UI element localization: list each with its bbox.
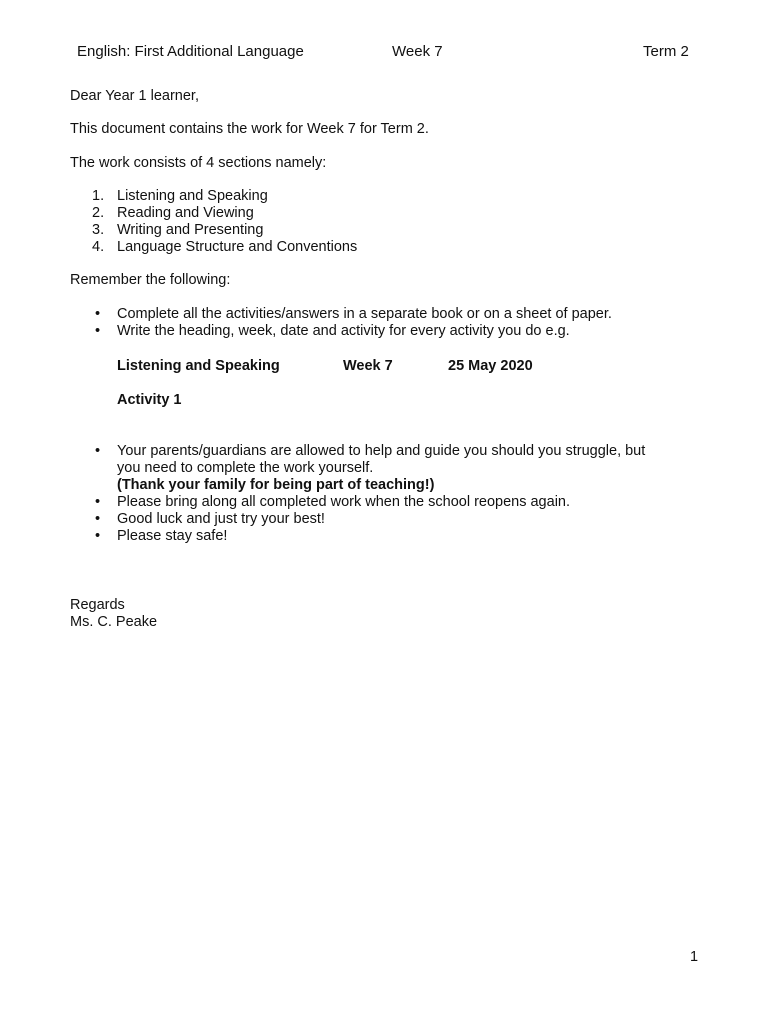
bullet-icon: •: [95, 528, 101, 544]
example-week: Week 7: [343, 358, 393, 374]
list-item: [70, 188, 357, 205]
instructions-list-a: [70, 306, 612, 340]
bullet-text-continued: you need to complete the work yourself.: [117, 460, 374, 476]
greeting: Dear Year 1 learner,: [70, 88, 199, 104]
list-item: [70, 306, 612, 323]
intro-paragraph: This document contains the work for Week 7 for Term 2.: [70, 121, 429, 137]
bullet-icon: •: [95, 511, 101, 527]
page-number: 1: [690, 949, 699, 965]
section-label: Listening and Speaking: [117, 188, 268, 204]
list-number: 2.: [92, 205, 105, 221]
list-item: [70, 205, 357, 222]
example-activity: Activity 1: [117, 392, 182, 408]
instructions-list-b: [70, 443, 645, 545]
bullet-text: Your parents/guardians are allowed to help and guide you should you struggle, but: [117, 443, 646, 459]
bullet-text: Write the heading, week, date and activity for every activity you do e.g.: [117, 323, 570, 339]
example-date: 25 May 2020: [448, 358, 533, 374]
list-item: [70, 511, 645, 528]
regards: Regards: [70, 597, 125, 613]
list-item: [70, 443, 645, 494]
signature: Ms. C. Peake: [70, 614, 158, 630]
sections-list: [70, 188, 357, 256]
bullet-icon: •: [95, 323, 101, 339]
section-label: Reading and Viewing: [117, 205, 254, 221]
list-item: [70, 222, 357, 239]
list-number: 3.: [92, 222, 105, 238]
bullet-text: Please stay safe!: [117, 528, 228, 544]
bullet-icon: •: [95, 494, 101, 510]
list-item: [70, 528, 645, 545]
sections-intro: The work consists of 4 sections namely:: [70, 155, 327, 171]
remember-heading: Remember the following:: [70, 272, 231, 288]
bullet-icon: •: [95, 306, 101, 322]
list-item: [70, 239, 357, 256]
bullet-text: Good luck and just try your best!: [117, 511, 325, 527]
bullet-icon: •: [95, 443, 101, 459]
header-term: Term 2: [643, 43, 689, 60]
example-heading: Listening and Speaking: [117, 358, 280, 374]
list-item: [70, 494, 645, 511]
section-label: Writing and Presenting: [117, 222, 264, 238]
section-label: Language Structure and Conventions: [117, 239, 358, 255]
bullet-text: Complete all the activities/answers in a separate book or on a sheet of paper.: [117, 306, 612, 322]
header-subject: English: First Additional Language: [77, 43, 304, 60]
thanks-note: (Thank your family for being part of teaching!): [117, 477, 435, 493]
list-number: 1.: [92, 188, 105, 204]
list-number: 4.: [92, 239, 105, 255]
header-week: Week 7: [392, 43, 443, 60]
bullet-text: Please bring along all completed work when the school reopens again.: [117, 494, 571, 510]
list-item: [70, 323, 612, 340]
